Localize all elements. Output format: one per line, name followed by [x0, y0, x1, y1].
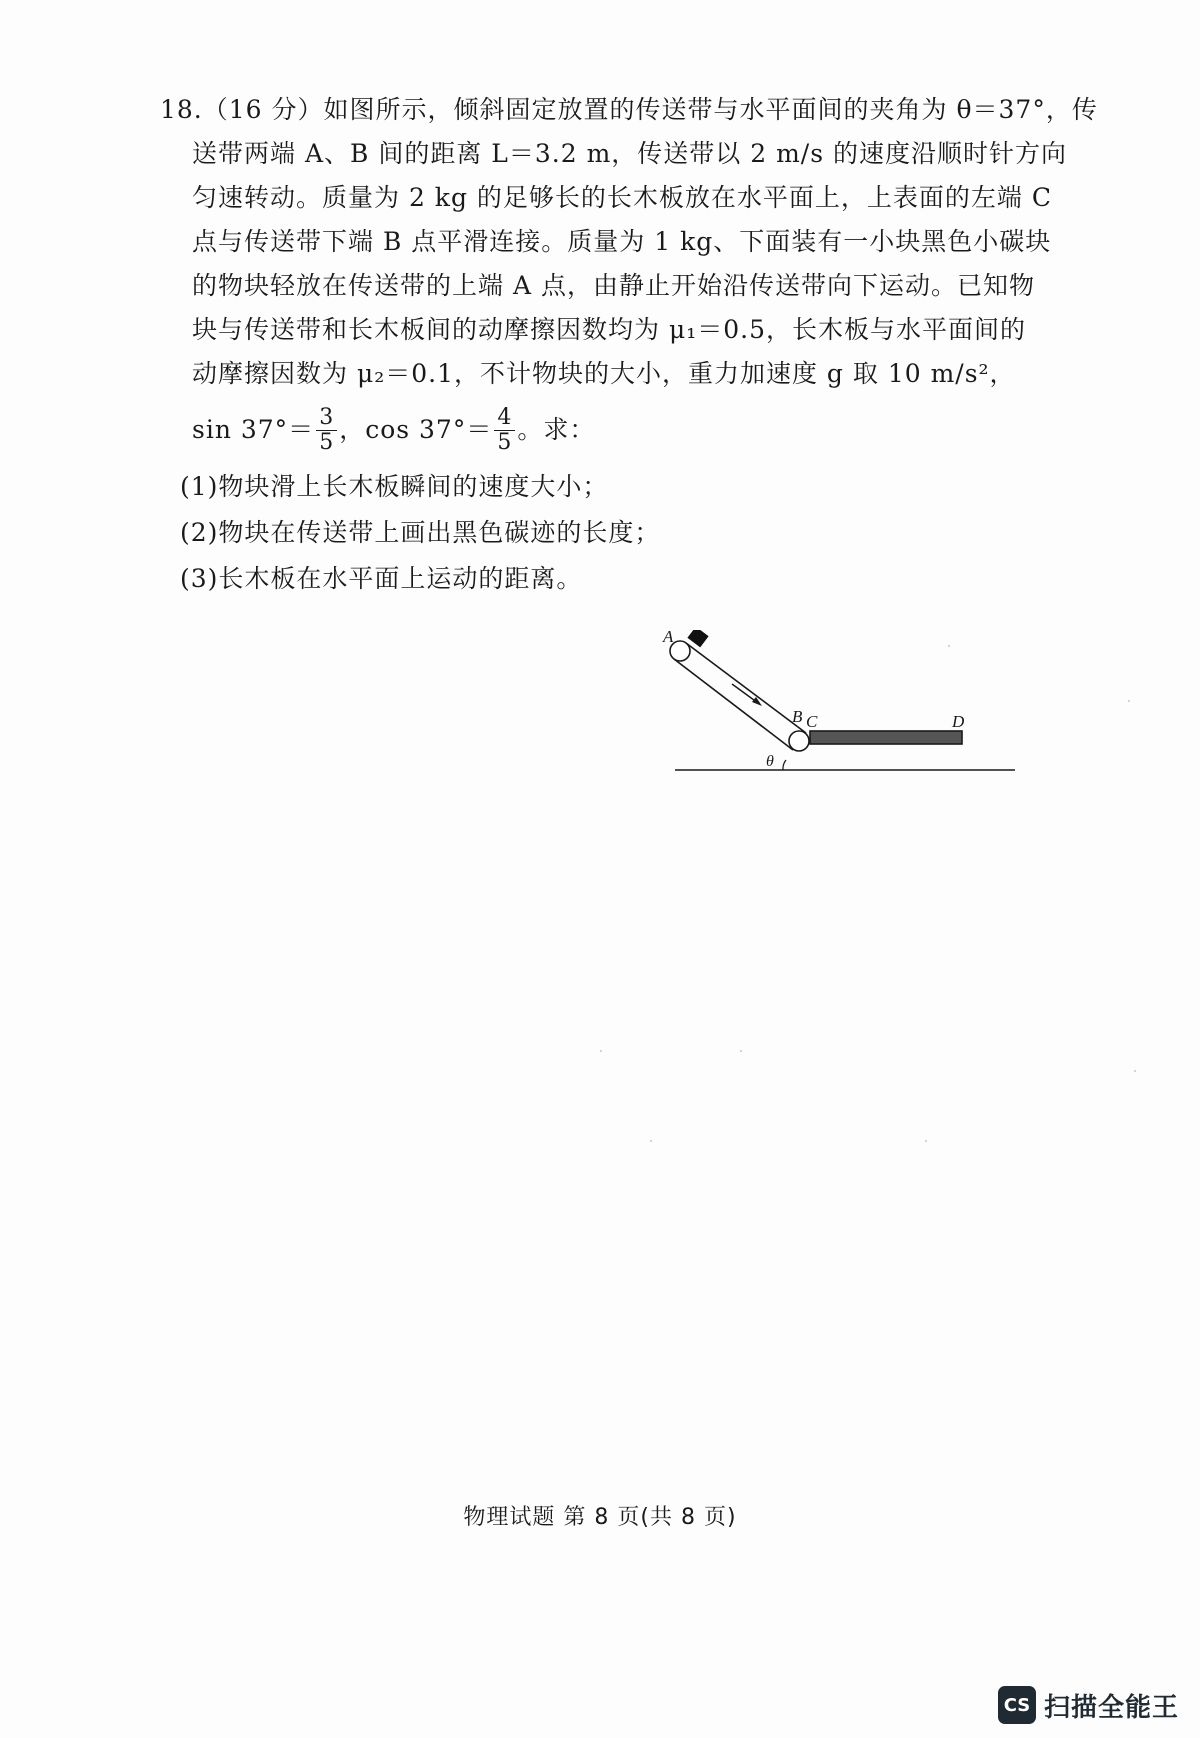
problem-line: 匀速转动。质量为 2 kg 的足够长的长木板放在水平面上，上表面的左端 C: [192, 183, 1052, 212]
sin-fraction: [316, 406, 337, 455]
scan-speck: [948, 645, 950, 647]
sin-prefix: sin 37°＝: [192, 415, 315, 444]
page-footer: 物理试题 第 8 页(共 8 页): [463, 1505, 737, 1530]
bottom-pulley: [789, 731, 809, 751]
scan-speck: [925, 1140, 927, 1142]
question-3: (3)长木板在水平面上运动的距离。: [180, 564, 583, 593]
motion-arrow: [732, 684, 762, 706]
label-b: B: [792, 707, 803, 726]
problem-line: 送带两端 A、B 间的距离 L＝3.2 m，传送带以 2 m/s 的速度沿顺时针方向: [192, 139, 1067, 168]
problem-line: 块与传送带和长木板间的动摩擦因数均为 μ₁＝0.5，长木板与水平面间的: [192, 315, 1026, 344]
problem-line: 18.（16 分）如图所示，倾斜固定放置的传送带与水平面间的夹角为 θ＝37°，传: [160, 95, 1098, 124]
scan-speck: [740, 1050, 742, 1052]
scan-speck: [1134, 1070, 1136, 1072]
label-a: A: [663, 630, 674, 646]
problem-line: 动摩擦因数为 μ₂＝0.1，不计物块的大小，重力加速度 g 取 10 m/s²，: [192, 359, 1016, 388]
label-c: C: [806, 712, 818, 731]
cos-fraction: [494, 406, 515, 455]
block: [687, 630, 708, 647]
frac-suffix: 。求：: [517, 415, 596, 444]
question-2: (2)物块在传送带上画出黑色碳迹的长度；: [180, 518, 661, 547]
label-theta: θ: [766, 753, 774, 770]
problem-line: 的物块轻放在传送带的上端 A 点，由静止开始沿传送带向下运动。已知物: [192, 271, 1035, 300]
cos-numerator: 4: [494, 406, 515, 431]
long-board: [810, 731, 962, 744]
problem-18: [160, 88, 1098, 602]
cos-denominator: 5: [497, 429, 513, 455]
scan-speck: [1128, 700, 1130, 702]
camscanner-logo-icon: CS: [998, 1686, 1036, 1724]
sin-denominator: 5: [319, 429, 335, 455]
problem-line: 点与传送带下端 B 点平滑连接。质量为 1 kg、下面装有一小块黑色小碳块: [192, 227, 1052, 256]
angle-arc: [783, 760, 786, 770]
scanner-watermark: [998, 1686, 1179, 1724]
question-1: (1)物块滑上长木板瞬间的速度大小；: [180, 472, 609, 501]
scan-speck: [600, 1050, 602, 1052]
watermark-text: 扫描全能王: [1044, 1692, 1180, 1723]
label-d: D: [952, 712, 965, 731]
trig-values-line: [160, 400, 1040, 460]
conveyor-diagram: [660, 630, 1020, 780]
scan-speck: [650, 1140, 652, 1142]
sin-numerator: 3: [316, 406, 337, 431]
cos-prefix: ，cos 37°＝: [339, 415, 493, 444]
